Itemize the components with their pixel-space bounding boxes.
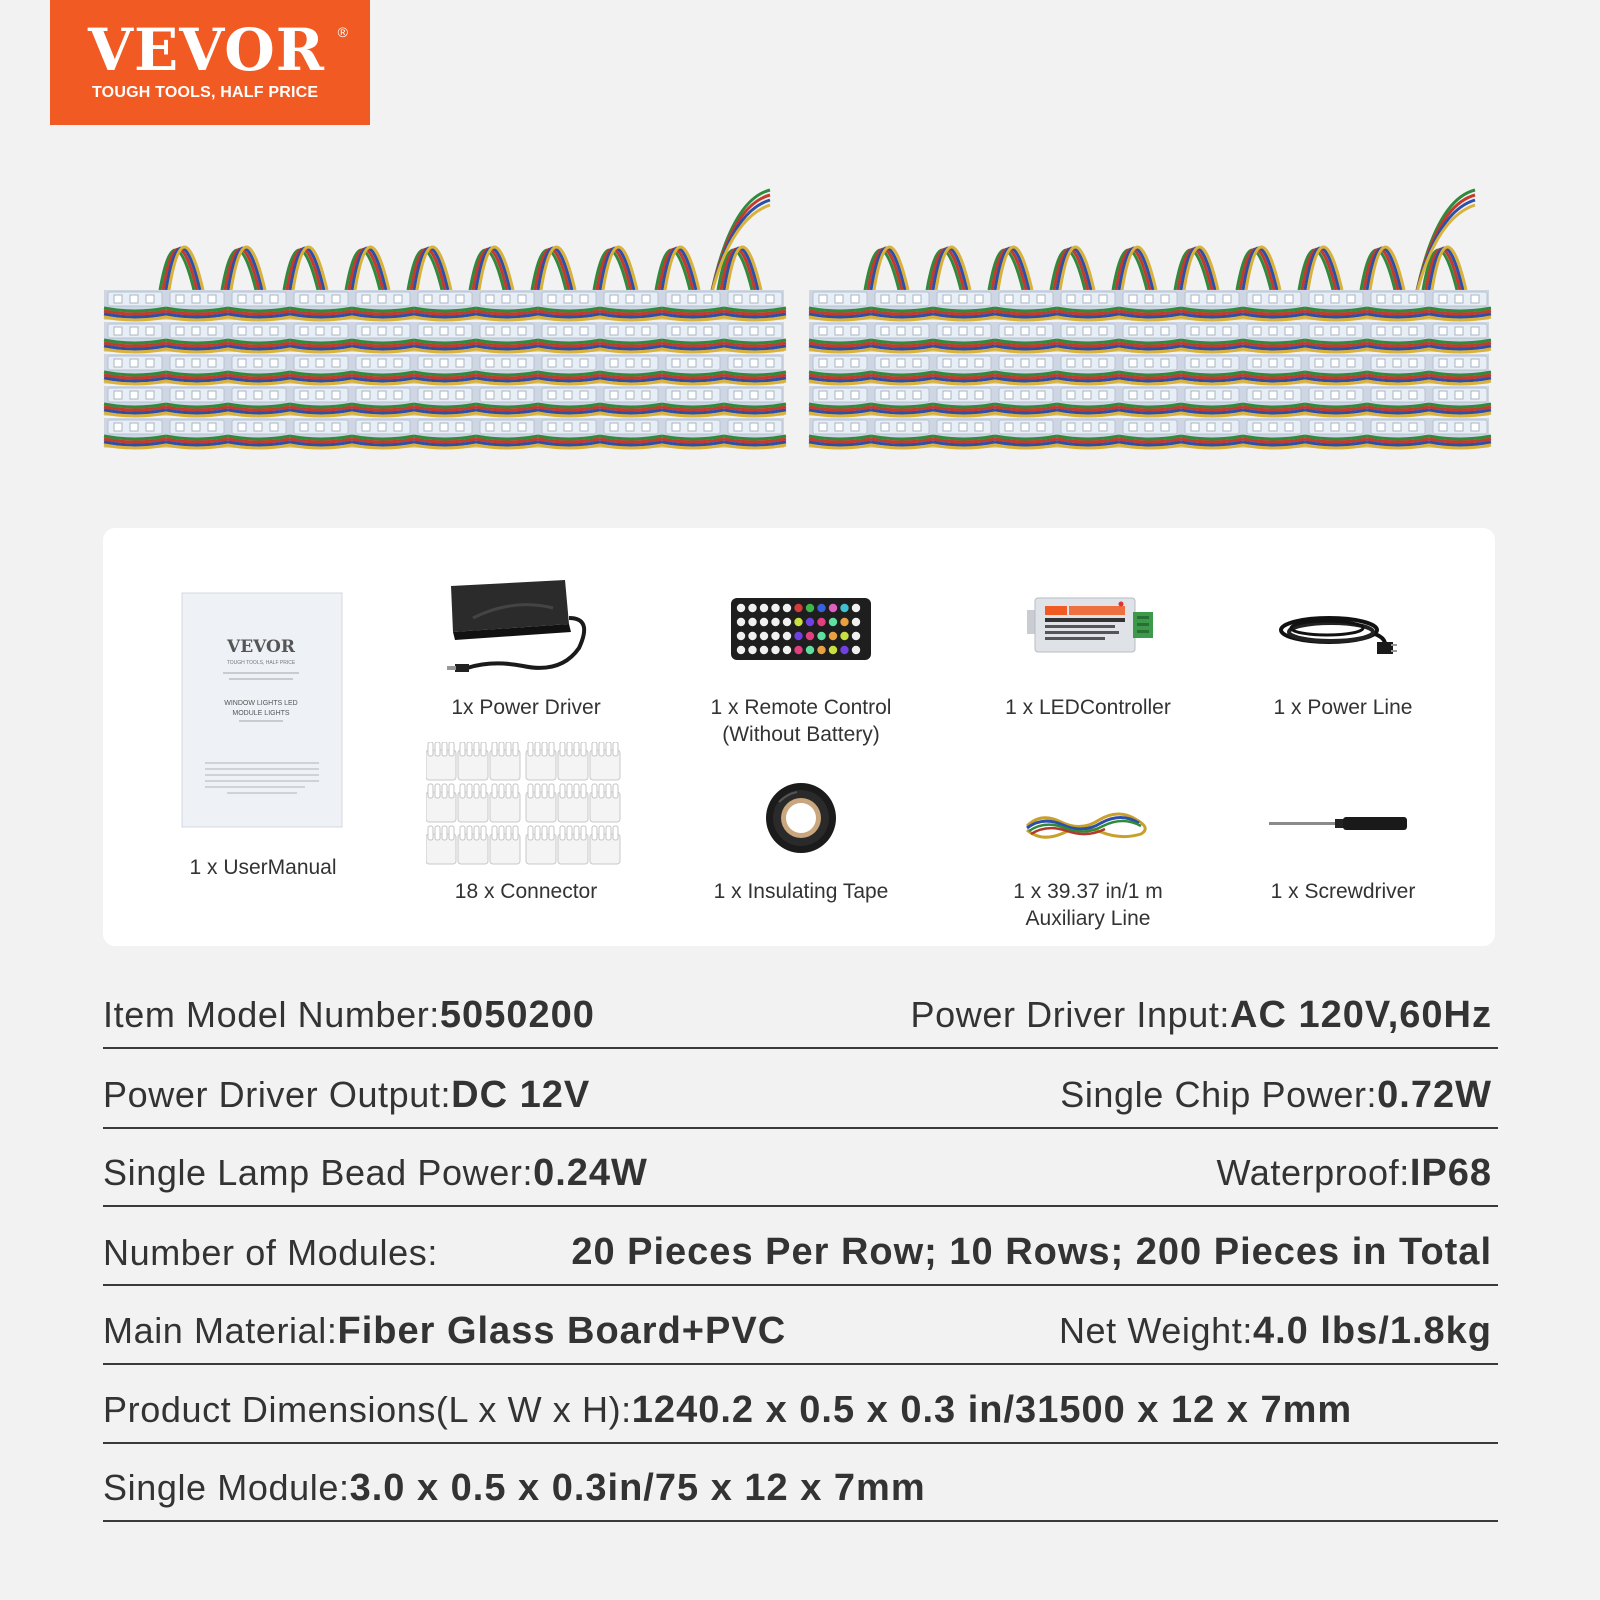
package-contents-card bbox=[103, 528, 1495, 946]
label-insulating-tape: 1 x Insulating Tape bbox=[713, 880, 889, 903]
user-manual-image bbox=[181, 592, 343, 828]
label-remote-control: 1 x Remote Control (Without Battery) bbox=[710, 696, 892, 746]
vevor-logo bbox=[50, 0, 370, 125]
spec-waterproof-label: Waterproof: bbox=[1216, 1152, 1410, 1193]
label-connector: 18 x Connector bbox=[454, 880, 598, 903]
manual-title-line2: MODULE LIGHTS bbox=[232, 710, 290, 717]
spec-row-3 bbox=[103, 1127, 1498, 1207]
spec-single-module-label: Single Module: bbox=[103, 1467, 350, 1508]
spec-row-7 bbox=[103, 1442, 1498, 1522]
remote-control-image bbox=[731, 598, 871, 660]
spec-row-1 bbox=[103, 969, 1498, 1049]
logo-tagline: TOUGH TOOLS, HALF PRICE bbox=[92, 84, 319, 101]
spec-material-label: Main Material: bbox=[103, 1310, 338, 1351]
spec-modules-value: 20 Pieces Per Row; 10 Rows; 200 Pieces in Total bbox=[571, 1231, 1492, 1273]
manual-title-line1: WINDOW LIGHTS LED bbox=[224, 700, 298, 707]
spec-single-module-value: 3.0 x 0.5 x 0.3in/75 x 12 x 7mm bbox=[349, 1467, 926, 1509]
insulating-tape-image bbox=[763, 780, 839, 856]
power-driver-image bbox=[443, 578, 595, 678]
spec-output-value: DC 12V bbox=[451, 1074, 591, 1116]
spec-row-6 bbox=[103, 1364, 1498, 1444]
spec-row-5 bbox=[103, 1285, 1498, 1365]
led-module-bank bbox=[104, 190, 786, 448]
spec-output-label: Power Driver Output: bbox=[103, 1074, 452, 1115]
spec-model-value: 5050200 bbox=[439, 994, 595, 1036]
spec-chip-label: Single Chip Power: bbox=[1060, 1074, 1378, 1115]
led-modules-image bbox=[100, 180, 1510, 490]
spec-modules-label: Number of Modules: bbox=[103, 1232, 438, 1273]
spec-bead-label: Single Lamp Bead Power: bbox=[103, 1152, 534, 1193]
label-user-manual: 1 x UserManual bbox=[189, 856, 337, 879]
manual-tagline: TOUGH TOOLS, HALF PRICE bbox=[226, 660, 296, 666]
manual-brand: VEVOR bbox=[227, 637, 295, 657]
label-screwdriver: 1 x Screwdriver bbox=[1270, 880, 1416, 903]
spec-waterproof-value: IP68 bbox=[1409, 1152, 1492, 1194]
label-power-line: 1 x Power Line bbox=[1273, 696, 1413, 719]
label-led-controller: 1 x LEDController bbox=[1005, 696, 1171, 719]
logo-wordmark: VEVOR bbox=[88, 16, 325, 84]
spec-weight-label: Net Weight: bbox=[1058, 1310, 1253, 1351]
connector-image bbox=[426, 742, 622, 868]
spec-model-label: Item Model Number: bbox=[103, 994, 440, 1035]
spec-row-2 bbox=[103, 1049, 1498, 1129]
spec-dimensions-label: Product Dimensions(L x W x H): bbox=[103, 1389, 632, 1430]
spec-bead-value: 0.24W bbox=[533, 1152, 648, 1194]
spec-row-4 bbox=[103, 1206, 1498, 1286]
spec-input-label: Power Driver Input: bbox=[910, 994, 1231, 1035]
spec-material-value: Fiber Glass Board+PVC bbox=[337, 1310, 787, 1352]
label-power-driver: 1x Power Driver bbox=[451, 696, 601, 719]
power-line-image bbox=[1275, 608, 1399, 658]
spec-input-value: AC 120V,60Hz bbox=[1230, 994, 1492, 1036]
registered-mark: ® bbox=[337, 24, 348, 40]
label-auxiliary-line: 1 x 39.37 in/1 m Auxiliary Line bbox=[1013, 880, 1163, 930]
led-controller-image bbox=[1027, 594, 1157, 656]
auxiliary-line-image bbox=[1021, 808, 1157, 848]
screwdriver-image bbox=[1269, 814, 1409, 834]
spec-dimensions-value: 1240.2 x 0.5 x 0.3 in/31500 x 12 x 7mm bbox=[631, 1389, 1353, 1431]
led-module-bank bbox=[809, 190, 1491, 448]
spec-weight-value: 4.0 lbs/1.8kg bbox=[1252, 1310, 1492, 1352]
spec-chip-value: 0.72W bbox=[1377, 1074, 1492, 1116]
